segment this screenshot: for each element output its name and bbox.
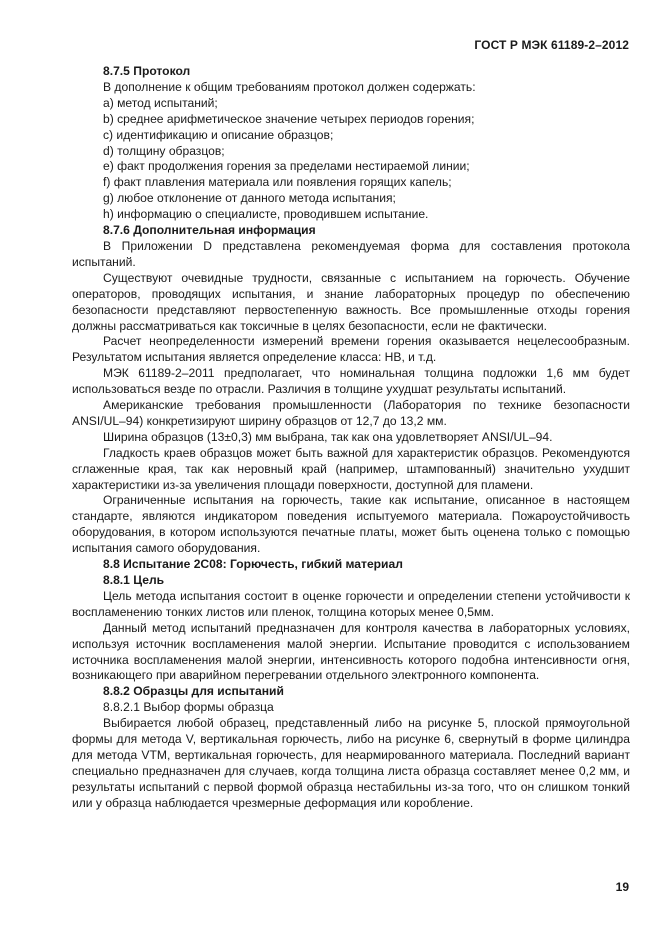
- paragraph: Выбирается любой образец, представленный либо на рисунке 5, плоской прямоугольной формы для метода V, вертикальная горючесть, либо на рисунке 6, свернутый в форме цилиндра для метода VTM, вертикальная горючесть, для неармированного материала. Последний вариант специально предназначен для случаев, когда толщина листа образца составляет менее 0,2 мм, и результаты испытаний с первой формой образца нестабильны из-за того, что он слишком тонкий или у образца наблюдается чрезмерные деформация или коробление.: [72, 716, 630, 810]
- paragraph: Американские требования промышленности (Лаборатория по технике безопасности ANSI/UL–94) конкретизируют ширину образцов от 12,7 до 13,2 мм.: [72, 398, 630, 428]
- paragraph: Расчет неопределенности измерений времени горения оказывается нецелесообразным. Результатом испытания является определение класса: HB, и т.д.: [72, 334, 630, 365]
- paragraph: Гладкость краев образцов может быть важной для характеристик образцов. Рекомендуются сглаженные края, так как неровный край (например, штампованный) значительно ухудшит характеристики из-за увеличения площади поверхности, доступной для пламени.: [72, 445, 630, 492]
- list-item-c: c) идентификацию и описание образцов;: [103, 127, 334, 142]
- section-heading-8-8-1: 8.8.1 Цель: [103, 573, 165, 587]
- page-number: 19: [615, 880, 629, 894]
- paragraph: В Приложении D представлена рекомендуемая форма для составления протокола испытаний.: [72, 238, 630, 269]
- section-heading-8-8: 8.8 Испытание 2C08: Горючесть, гибкий материал: [103, 557, 403, 572]
- paragraph: Существуют очевидные трудности, связанные с испытанием на горючесть. Обучение операторов, проводящих испытания, и знание лабораторных процедур по обеспечению безопасности представляют первостепенную важность. Все промышленные отходы горения должны рассматриваться как токсичные в целях безопасности, если не фактически.: [72, 270, 630, 333]
- section-heading-8-8-2: 8.8.2 Образцы для испытаний: [103, 684, 284, 699]
- subsection-title-8-8-2-1: 8.8.2.1 Выбор формы образца: [103, 700, 274, 715]
- section-heading-8-7-6: 8.7.6 Дополнительная информация: [103, 223, 316, 238]
- paragraph: В дополнение к общим требованиям протокол должен содержать:: [103, 79, 476, 94]
- paragraph: МЭК 61189-2–2011 предполагает, что номинальная толщина подложки 1,6 мм будет использоваться везде по отрасли. Различия в толщине ухудшат результаты испытаний.: [72, 366, 630, 397]
- paragraph: Данный метод испытаний предназначен для контроля качества в лабораторных условиях, используя источник воспламенения малой энергии. Испытание проводится с использованием источника воспламенения малой энергии, интенсивность которого подобна интенсивности огня, возникающего при аварийном перегревании отдельного электронного компонента.: [72, 620, 630, 683]
- list-item-e: e) факт продолжения горения за пределами нестираемой линии;: [103, 159, 470, 174]
- paragraph: Ограниченные испытания на горючесть, такие как испытание, описанное в настоящем стандарте, являются индикатором поведения испытуемого материала. Пожароустойчивость оборудования, в котором используются печатные платы, может быть оценена только с помощью испытания самого оборудования.: [72, 493, 630, 556]
- document-body: [72, 64, 630, 812]
- paragraph: Ширина образцов (13±0,3) мм выбрана, так как она удовлетворяет ANSI/UL–94.: [103, 429, 553, 444]
- list-item-d: d) толщину образцов;: [103, 143, 225, 158]
- standard-header: ГОСТ Р МЭК 61189-2–2012: [474, 38, 629, 52]
- list-item-a: a) метод испытаний;: [103, 95, 218, 110]
- list-item-g: g) любое отклонение от данного метода испытания;: [103, 191, 396, 206]
- list-item-f: f) факт плавления материала или появления горящих капель;: [103, 175, 452, 190]
- list-item-b: b) среднее арифметическое значение четырех периодов горения;: [103, 111, 475, 126]
- section-heading-8-7-5: 8.7.5 Протокол: [103, 64, 191, 78]
- paragraph: Цель метода испытания состоит в оценке горючести и определении степени устойчивости к воспламенению тонких листов или пленок, толщина которых менее 0,5мм.: [72, 588, 630, 619]
- list-item-h: h) информацию о специалисте, проводившем испытание.: [103, 207, 429, 222]
